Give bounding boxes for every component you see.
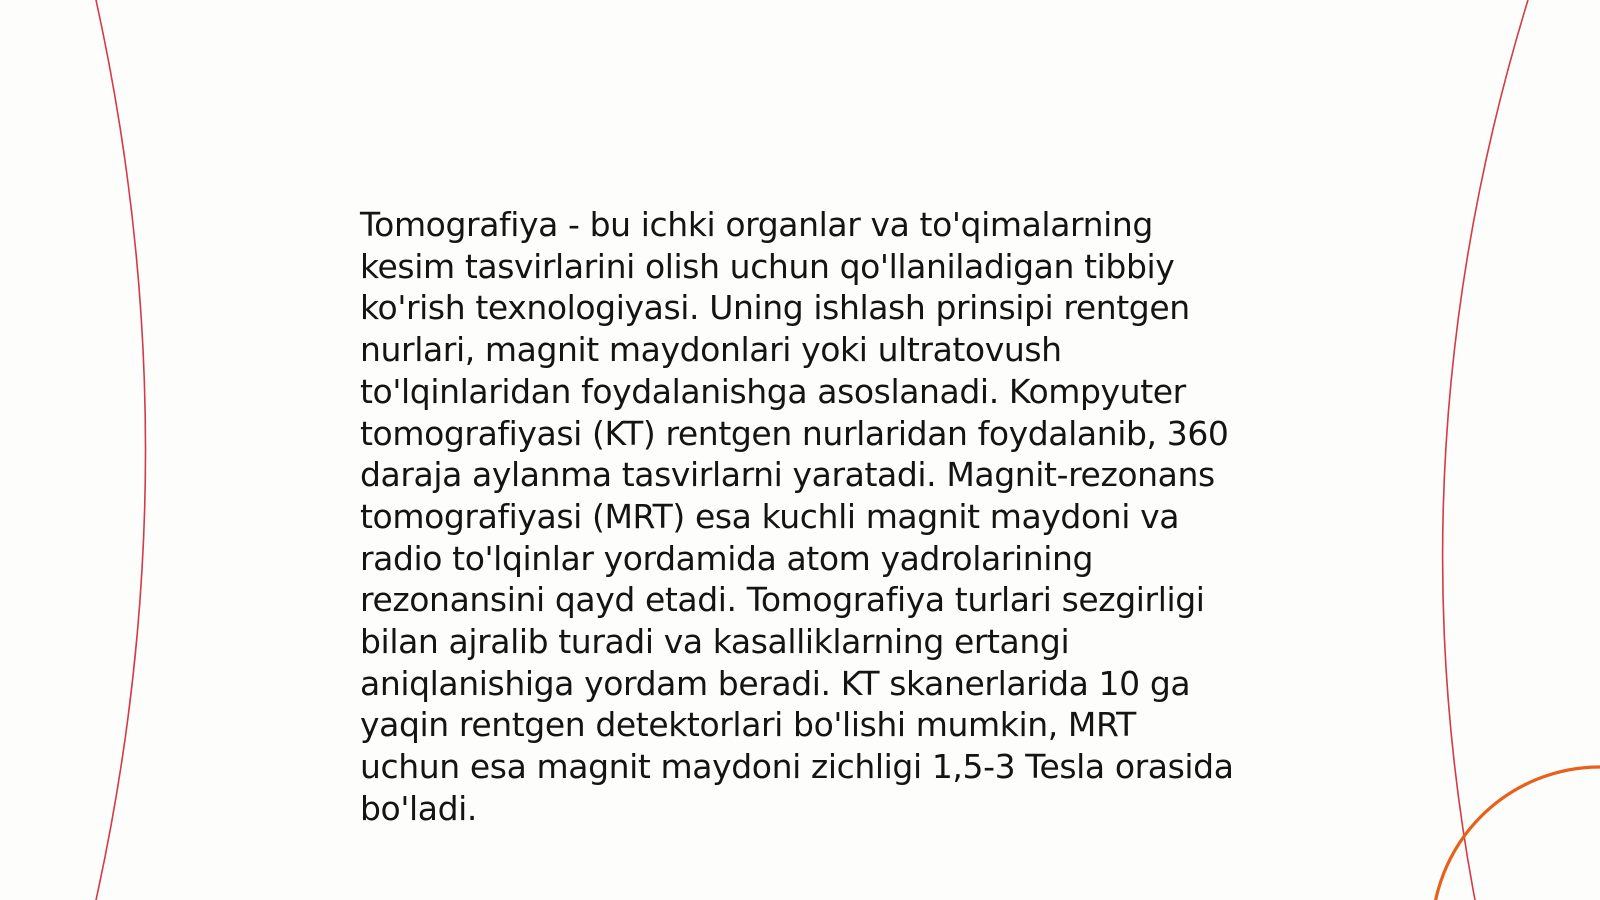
left-curve bbox=[96, 0, 146, 900]
right-curve bbox=[1443, 0, 1528, 900]
body-paragraph: Tomografiya - bu ichki organlar va to'qimalarning kesim tasvirlarini olish uchun qo'llaniladigan tibbiy ko'rish texnologiyasi. Uning ishlash prinsipi rentgen nurlari, magnit maydonlari yoki ultratovush to'lqinlaridan foydalanishga asoslanadi. Kompyuter tomografiyasi (KT) rentgen nurlaridan foydalanib, 360 daraja aylanma tasvirlarni yaratadi. Magnit-rezonans tomografiyasi (MRT) esa kuchli magnit maydoni va radio to'lqinlar yordamida atom yadrolarining rezonansini qayd etadi. Tomografiya turlari sezgirligi bilan ajralib turadi va kasalliklarning ertangi aniqlanishiga yordam beradi. KT skanerlarida 10 ga yaqin rentgen detektorlari bo'lishi mumkin, MRT uchun esa magnit maydoni zichligi 1,5-3 Tesla orasida bo'ladi. bbox=[360, 205, 1234, 828]
